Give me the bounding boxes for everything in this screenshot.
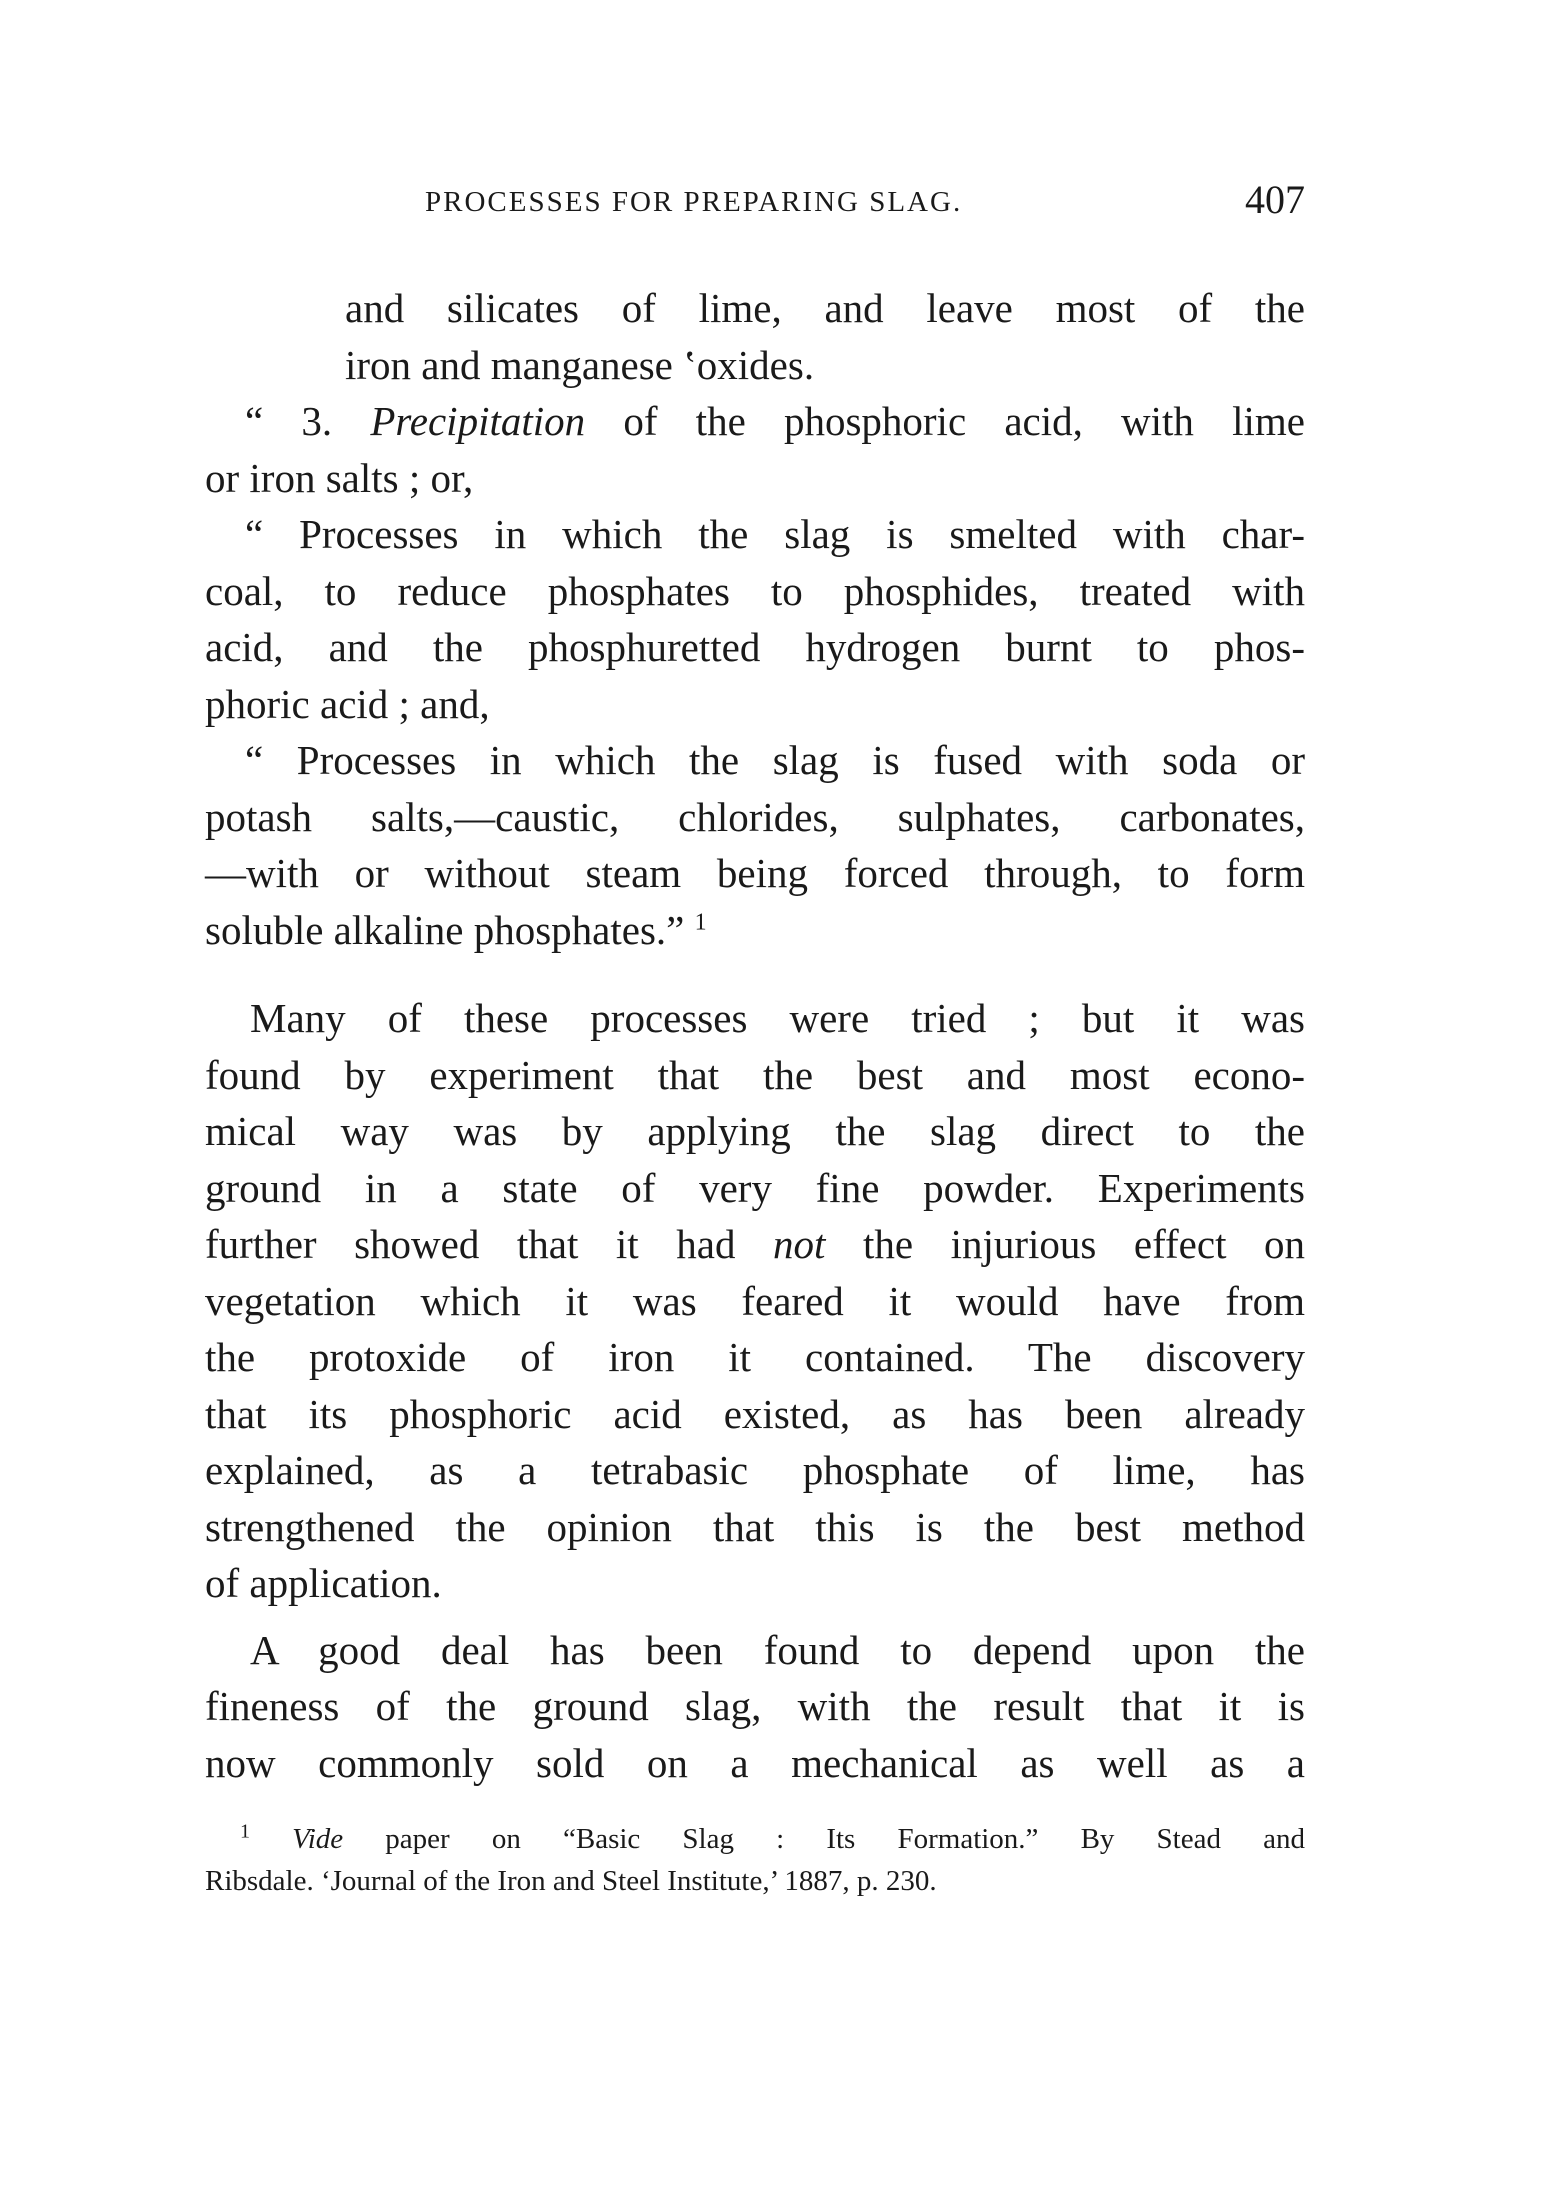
paragraph-gap <box>205 958 1305 990</box>
text-line: now commonly sold on a mechanical as well as a <box>205 1739 1305 1786</box>
text-fragment: further showed that it had <box>205 1221 773 1267</box>
footnote-text: paper on “Basic Slag : Its Formation.” By Stead and <box>343 1823 1305 1855</box>
paragraph-gap <box>205 1612 1305 1622</box>
text-line: fineness of the ground slag, with the result that it is <box>205 1683 1305 1729</box>
text-line: iron and manganese ʽoxides. <box>345 341 815 388</box>
text-line: of application. <box>205 1560 442 1606</box>
text-line: vegetation which it was feared it would have from <box>205 1277 1305 1324</box>
text-line: found by experiment that the best and most econo- <box>205 1051 1305 1098</box>
text-line: and silicates of lime, and leave most of the <box>345 285 1305 331</box>
footnote-italic: Vide <box>292 1823 344 1855</box>
text-line: A good deal has been found to depend upon the <box>250 1626 1305 1673</box>
text-line: explained, as a tetrabasic phosphate of lime, has <box>205 1447 1305 1493</box>
text-line: phoric acid ; and, <box>205 680 490 727</box>
page-header <box>205 177 1305 242</box>
text-line: coal, to reduce phosphates to phosphides, treated with <box>205 567 1305 614</box>
text-line: strengthened the opinion that this is the best method <box>205 1503 1305 1550</box>
text-line: acid, and the phosphuretted hydrogen burnt to phos- <box>205 624 1305 670</box>
text-line <box>205 902 1305 959</box>
text-line <box>205 1216 1305 1273</box>
text-line: that its phosphoric acid existed, as has been already <box>205 1390 1305 1437</box>
footnote-line <box>205 1818 1305 1860</box>
footnote-reference: 1 <box>694 908 707 935</box>
text-line: —with or without steam being forced through, to form <box>205 850 1305 896</box>
text-line <box>205 393 1305 450</box>
text-fragment: “ 3. <box>245 398 371 444</box>
footnote-line: Ribsdale. ‘Journal of the Iron and Steel Institute,’ 1887, p. 230. <box>205 1865 937 1897</box>
text-fragment: the injurious effect on <box>825 1221 1306 1267</box>
body-text <box>205 280 1305 1791</box>
footnote-mark: 1 <box>240 1820 250 1843</box>
text-line: “ Processes in which the slag is fused with soda or <box>245 737 1305 783</box>
text-line: the protoxide of iron it contained. The discovery <box>205 1334 1305 1380</box>
running-head: PROCESSES FOR PREPARING SLAG. <box>425 186 963 218</box>
page-number: 407 <box>1245 177 1305 222</box>
italic-term: Precipitation <box>370 398 586 444</box>
text-line: “ Processes in which the slag is smelted with char- <box>245 511 1305 557</box>
text-fragment: soluble alkaline phosphates.” <box>205 906 685 953</box>
text-line: mical way was by applying the slag direct to the <box>205 1108 1305 1154</box>
text-fragment: of the phosphoric acid, with lime <box>585 398 1305 444</box>
text-line: ground in a state of very fine powder. Experiments <box>205 1164 1305 1211</box>
text-line: potash salts,—caustic, chlorides, sulphates, carbonates, <box>205 793 1305 840</box>
text-line: or iron salts ; or, <box>205 454 474 501</box>
footnote <box>205 1818 1305 1902</box>
text-line: Many of these processes were tried ; but it was <box>250 995 1305 1041</box>
italic-term: not <box>773 1221 826 1267</box>
